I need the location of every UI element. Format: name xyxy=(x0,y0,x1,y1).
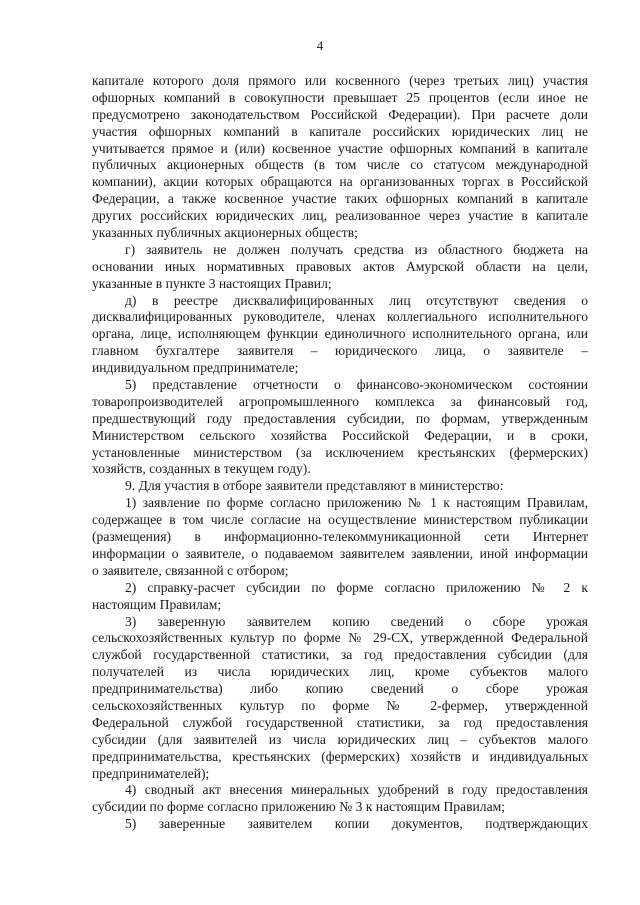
text-line: индивидуальном предпринимателе; xyxy=(92,360,299,376)
text-line: хозяйств, созданных в текущем году). xyxy=(92,461,311,477)
text-line: участия офшорных компаний в капитале российских юридических лиц не xyxy=(92,123,588,139)
text-line: Министерством сельского хозяйства Российской Федерации, и в сроки, xyxy=(92,427,588,443)
text-line: предшествующий году предоставления субсидии, по формам, утвержденным xyxy=(92,410,588,426)
text-line: получателей из числа юридических лиц, кроме субъектов малого xyxy=(92,664,588,680)
text-line: компании), акции которых обращаются на организованных торгах в Российской xyxy=(92,174,588,190)
text-line: предусмотрено законодательством Российской Федерации). При расчете доли xyxy=(92,106,588,122)
text-line: информации о заявителе, о подаваемом заявителем заявлении, иной информации xyxy=(92,545,588,561)
text-line: других российских юридических лиц, реализованное через участие в капитале xyxy=(92,208,588,224)
text-line: дисквалифицированных руководителе, членах коллегиального исполнительного xyxy=(92,309,588,325)
text-line: указанные в пункте 3 настоящих Правил; xyxy=(92,275,332,291)
text-line: публичных акционерных обществ (в том числе со статусом международной xyxy=(92,157,588,173)
text-line: главном бухгалтере заявителя – юридического лица, о заявителе – xyxy=(92,343,588,359)
text-line: Федеральной службой государственной статистики, за год предоставления xyxy=(92,714,588,730)
text-line: предпринимательства, крестьянских (фермерских) хозяйств и индивидуальных xyxy=(92,748,588,764)
text-line: настоящим Правилам; xyxy=(92,596,222,612)
text-line: основании иных нормативных правовых актов Амурской области на цели, xyxy=(92,258,588,274)
text-line: офшорных компаний в совокупности превышает 25 процентов (если иное не xyxy=(92,89,588,105)
text-line: Федерации, а также косвенное участие таких офшорных компаний в капитале xyxy=(92,191,588,207)
text-line: товаропроизводителей агропромышленного комплекса за финансовый год, xyxy=(92,393,588,409)
text-line: службой государственной статистики, за год предоставления субсидии (для xyxy=(92,647,588,663)
text-line: 5) представление отчетности о финансово-экономическом состоянии xyxy=(125,377,588,393)
text-line: 1) заявление по форме согласно приложению № 1 к настоящим Правилам, xyxy=(125,495,588,511)
text-line: органа, лице, исполняющем функции единоличного исполнительного органа, или xyxy=(92,326,588,342)
text-line: 4) сводный акт внесения минеральных удобрений в году предоставления xyxy=(125,782,588,798)
text-line: содержащее в том числе согласие на осуществление министерством публикации xyxy=(92,512,588,528)
text-line: капитале которого доля прямого или косвенного (через третьих лиц) участия xyxy=(92,73,588,88)
text-line: д) в реестре дисквалифицированных лиц отсутствуют сведения о xyxy=(125,292,588,308)
text-line: 9. Для участия в отборе заявители представляют в министерство: xyxy=(125,478,504,494)
text-line: предпринимателей); xyxy=(92,765,210,781)
text-line: 3) заверенную заявителем копию сведений о сборе урожая xyxy=(125,613,588,629)
text-line: 5) заверенные заявителем копии документов, подтверждающих xyxy=(125,816,588,832)
text-line: субсидии (для заявителей из числа юридических лиц – субъектов малого xyxy=(92,731,588,747)
text-line: указанных публичных акционерных обществ; xyxy=(92,225,358,241)
text-line: субсидии по форме согласно приложению № 3 к настоящим Правилам; xyxy=(92,799,505,815)
text-line: о заявителе, связанной с отбором; xyxy=(92,562,289,578)
document-body xyxy=(92,73,588,833)
text-line: 2) справку-расчет субсидии по форме согласно приложению № 2 к xyxy=(125,579,588,595)
text-line: сельскохозяйственных культур по форме № 29-СХ, утвержденной Федеральной xyxy=(92,630,588,646)
page-number: 4 xyxy=(316,38,324,53)
text-line: установленные министерством (за исключением крестьянских (фермерских) xyxy=(92,444,588,460)
text-line: (размещения) в информационно-телекоммуникационной сети Интернет xyxy=(92,529,588,545)
text-line: предпринимательства) либо копию сведений о сборе урожая xyxy=(92,681,588,697)
text-line: сельскохозяйственных культур по форме № 2-фермер, утвержденной xyxy=(92,697,588,713)
text-line: г) заявитель не должен получать средства из областного бюджета на xyxy=(125,241,588,257)
text-line: учитывается прямое и (или) косвенное участие офшорных компаний в капитале xyxy=(92,140,588,156)
